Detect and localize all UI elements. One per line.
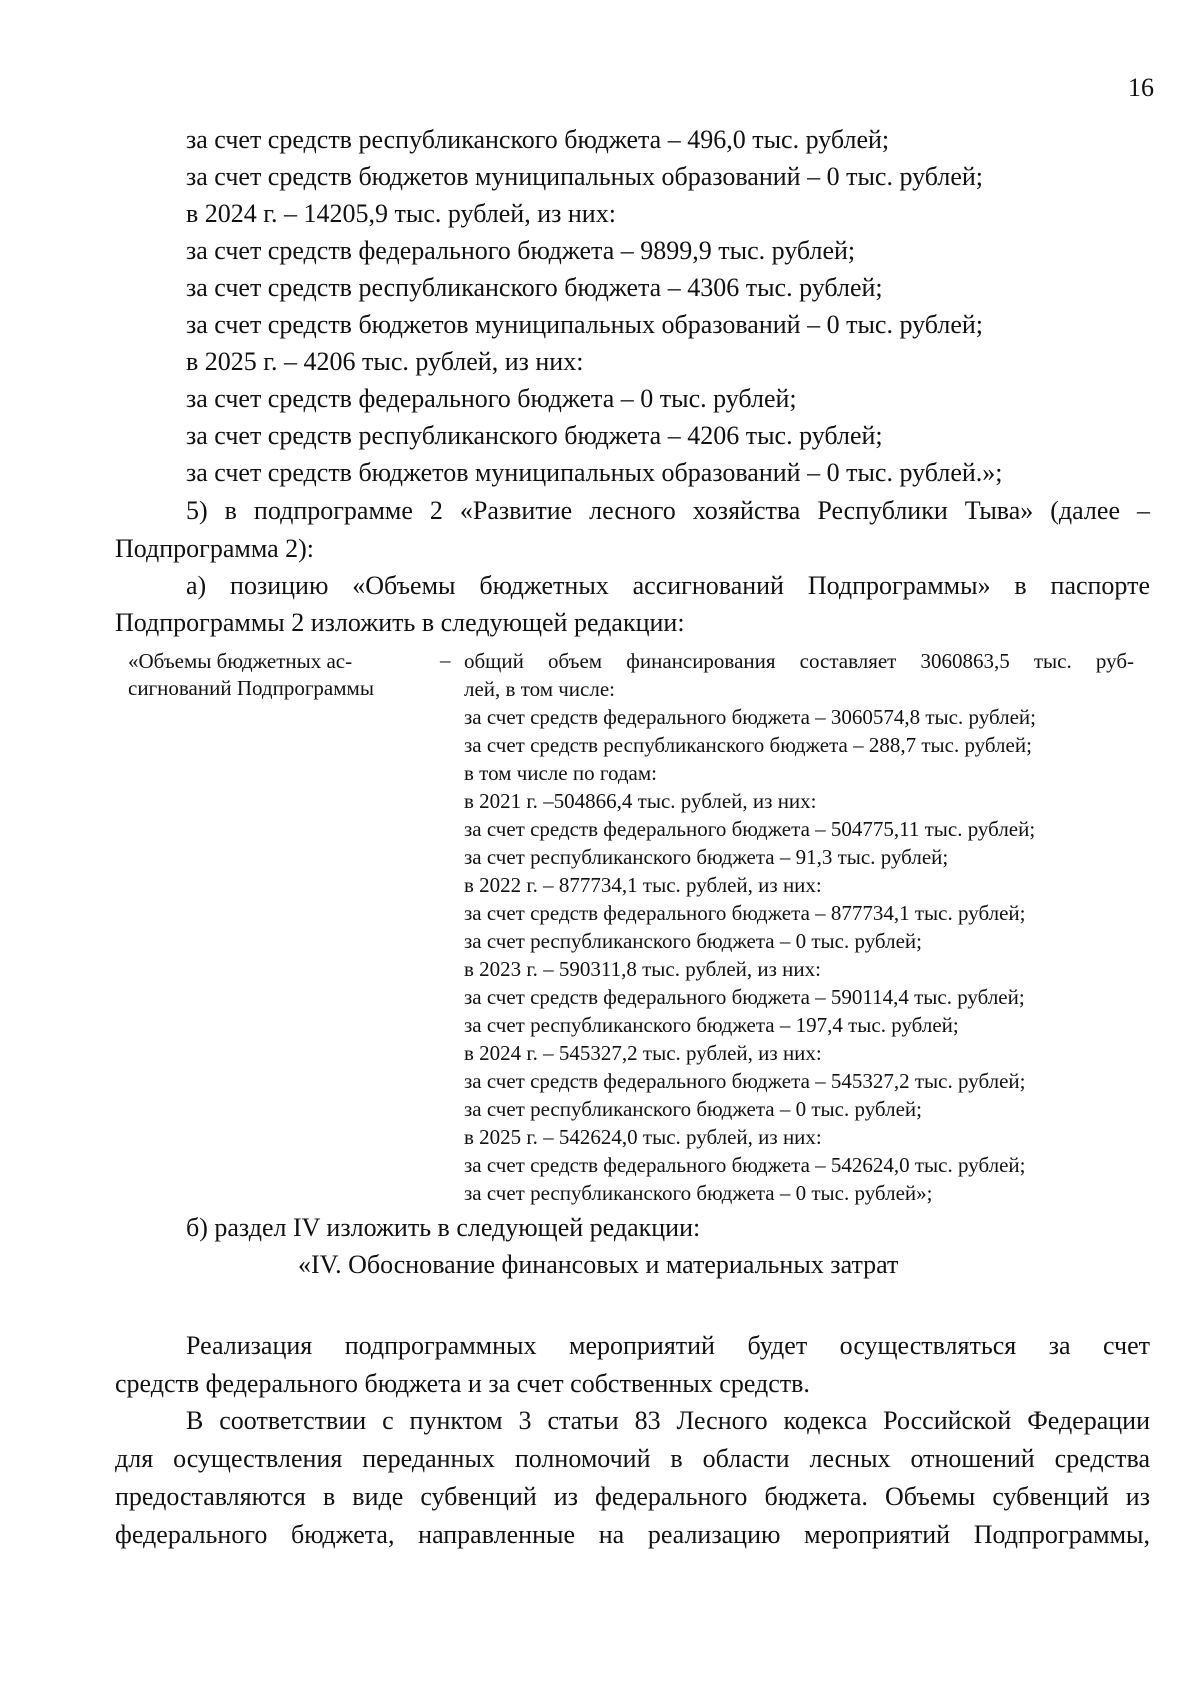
budget-line: за счет средств бюджетов муниципальных образований – 0 тыс. рублей.»; xyxy=(186,458,1003,487)
budget-line: за счет средств республиканского бюджета – 496,0 тыс. рублей; xyxy=(186,125,890,154)
item-a-line: а) позицию «Объемы бюджетных ассигнований Подпрограммы» в паспорте xyxy=(186,571,1150,600)
table-line: в 2024 г. – 545327,2 тыс. рублей, из них: xyxy=(464,1041,822,1065)
table-line: лей, в том числе: xyxy=(464,677,615,701)
item-5-line: 5) в подпрограмме 2 «Развитие лесного хозяйства Республики Тыва» (далее – xyxy=(186,496,1150,525)
budget-line: в 2025 г. – 4206 тыс. рублей, из них: xyxy=(186,347,584,376)
budget-line: за счет средств республиканского бюджета – 4206 тыс. рублей; xyxy=(186,421,883,450)
paragraph-line: для осуществления переданных полномочий в области лесных отношений средства xyxy=(115,1444,1150,1473)
section-heading: «IV. Обоснование финансовых и материальных затрат xyxy=(298,1250,899,1279)
paragraph-line: федерального бюджета, направленные на реализацию мероприятий Подпрограммы, xyxy=(115,1520,1150,1549)
table-line: за счет республиканского бюджета – 0 тыс. рублей; xyxy=(464,1097,922,1121)
budget-line: в 2024 г. – 14205,9 тыс. рублей, из них: xyxy=(186,199,616,228)
table-line: общий объем финансирования составляет 3060863,5 тыс. руб- xyxy=(464,649,1134,673)
budget-line: за счет средств бюджетов муниципальных образований – 0 тыс. рублей; xyxy=(186,162,983,191)
table-label-line: сигнований Подпрограммы xyxy=(128,676,374,700)
budget-line: за счет средств федерального бюджета – 0 тыс. рублей; xyxy=(186,384,797,413)
paragraph-line: Реализация подпрограммных мероприятий будет осуществляться за счет xyxy=(186,1331,1150,1360)
item-a-line: Подпрограммы 2 изложить в следующей редакции: xyxy=(115,608,685,637)
paragraph-line: В соответствии с пунктом 3 статьи 83 Лесного кодекса Российской Федерации xyxy=(186,1406,1150,1435)
paragraph-line: средств федерального бюджета и за счет собственных средств. xyxy=(115,1369,810,1398)
table-line: за счет средств федерального бюджета – 504775,11 тыс. рублей; xyxy=(464,817,1036,841)
table-line: в 2022 г. – 877734,1 тыс. рублей, из них: xyxy=(464,873,822,897)
table-line: за счет средств федерального бюджета – 590114,4 тыс. рублей; xyxy=(464,985,1025,1009)
table-line: в 2025 г. – 542624,0 тыс. рублей, из них: xyxy=(464,1125,822,1149)
table-dash: – xyxy=(440,648,451,672)
table-line: в том числе по годам: xyxy=(464,761,657,785)
item-5-line: Подпрограмма 2): xyxy=(115,534,315,563)
item-b: б) раздел IV изложить в следующей редакции: xyxy=(186,1213,701,1242)
table-line: за счет республиканского бюджета – 0 тыс. рублей»; xyxy=(464,1181,933,1205)
table-line: за счет средств федерального бюджета – 545327,2 тыс. рублей; xyxy=(464,1069,1026,1093)
table-line: за счет республиканского бюджета – 91,3 тыс. рублей; xyxy=(464,845,949,869)
table-label-line: «Объемы бюджетных ас- xyxy=(128,649,353,673)
budget-line: за счет средств федерального бюджета – 9899,9 тыс. рублей; xyxy=(186,236,856,265)
table-line: за счет средств республиканского бюджета – 288,7 тыс. рублей; xyxy=(464,733,1032,757)
table-line: за счет республиканского бюджета – 197,4 тыс. рублей; xyxy=(464,1013,959,1037)
budget-line: за счет средств бюджетов муниципальных образований – 0 тыс. рублей; xyxy=(186,310,983,339)
table-label xyxy=(128,648,374,702)
paragraph-line: предоставляются в виде субвенций из федерального бюджета. Объемы субвенций из xyxy=(115,1482,1150,1511)
table-line: за счет республиканского бюджета – 0 тыс. рублей; xyxy=(464,929,922,953)
table-line: за счет средств федерального бюджета – 3060574,8 тыс. рублей; xyxy=(464,705,1036,729)
table-line: в 2023 г. – 590311,8 тыс. рублей, из них: xyxy=(464,957,821,981)
table-line: за счет средств федерального бюджета – 542624,0 тыс. рублей; xyxy=(464,1153,1026,1177)
table-line: в 2021 г. –504866,4 тыс. рублей, из них: xyxy=(464,789,817,813)
page-number: 16 xyxy=(1128,73,1154,102)
table-line: за счет средств федерального бюджета – 877734,1 тыс. рублей; xyxy=(464,901,1026,925)
budget-line: за счет средств республиканского бюджета – 4306 тыс. рублей; xyxy=(186,273,883,302)
